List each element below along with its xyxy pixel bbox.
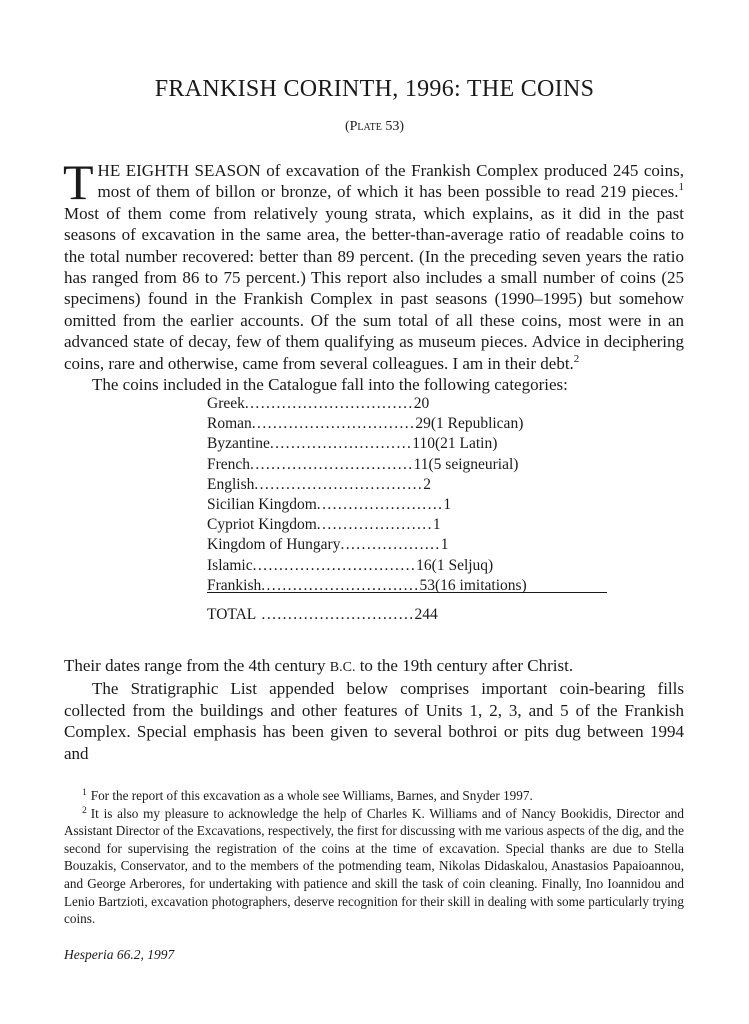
bc-abbrev: B.C. bbox=[329, 660, 356, 675]
row-count: 11 bbox=[413, 455, 429, 473]
row-count: 20 bbox=[413, 395, 430, 412]
row-leader: ............................... bbox=[250, 455, 414, 473]
footnote-text: For the report of this excavation as a whole see Williams, Barnes, and Snyder 1997. bbox=[90, 788, 533, 803]
catalogue-row bbox=[207, 556, 607, 576]
row-leader: ................................ bbox=[254, 475, 424, 493]
row-category: Byzantine bbox=[207, 435, 270, 453]
total-label: TOTAL bbox=[207, 606, 257, 623]
row-category: English bbox=[207, 475, 255, 493]
footnotes bbox=[64, 787, 684, 928]
dates-text-a: Their dates range from the 4th century bbox=[64, 656, 330, 675]
catalogue-row bbox=[207, 434, 607, 454]
row-note: (1 Seljuq) bbox=[431, 556, 494, 574]
footnote-number: 1 bbox=[82, 788, 87, 798]
row-count: 110 bbox=[412, 435, 435, 453]
footnote-number: 2 bbox=[82, 805, 87, 816]
row-leader: ...................... bbox=[316, 516, 433, 534]
catalogue-row bbox=[207, 515, 607, 535]
catalogue-table bbox=[207, 394, 607, 596]
catalogue-row bbox=[207, 535, 607, 555]
row-note: (1 Republican) bbox=[430, 415, 524, 433]
intro-text-2: Most of them come from relatively young strata, which explains, as it did in the past seasons of excavation in the same area, the better-than-average ratio of readable coins to the total number recovered: better than 89 percent. (In the preceding seven years the ratio has ranged from 86 to 75 percent.) This report also includes a small number of coins (25 specimens) found in the Frankish Complex in past seasons (1990–1995) but somehow omitted from the earlier accounts. Of the sum total of all these coins, most were in an advanced state of decay, few of them qualifying as museum pieces. Advice in deciphering coins, rare and otherwise, came from several colleagues. I am in their debt. bbox=[64, 203, 684, 373]
row-category: Roman bbox=[207, 415, 252, 433]
row-note: (21 Latin) bbox=[434, 435, 498, 453]
row-leader: ............................... bbox=[252, 556, 417, 574]
catalogue-row bbox=[207, 394, 607, 414]
lead-caps: HE EIGHTH SEASON bbox=[97, 161, 261, 180]
catalogue-row bbox=[207, 455, 607, 475]
footnote-ref-1[interactable]: 1 bbox=[678, 181, 684, 194]
row-category: French bbox=[207, 455, 251, 473]
journal-citation: Hesperia 66.2, 1997 bbox=[64, 947, 175, 962]
catalogue-row bbox=[207, 495, 607, 515]
row-leader: ........................ bbox=[316, 495, 444, 513]
catalogue-row bbox=[207, 475, 607, 495]
row-leader: ................................ bbox=[244, 395, 414, 412]
row-note: (5 seigneurial) bbox=[428, 455, 519, 473]
row-count: 1 bbox=[443, 495, 452, 513]
footnote-ref-2[interactable]: 2 bbox=[573, 352, 580, 365]
row-count: 16 bbox=[416, 556, 432, 574]
total-value: 244 bbox=[414, 606, 438, 623]
row-note: (16 imitations) bbox=[435, 576, 527, 594]
row-category: Greek bbox=[207, 395, 245, 412]
dates-paragraph bbox=[64, 655, 684, 764]
dates-text-b: to the 19th century after Christ. bbox=[355, 656, 574, 675]
row-category: Islamic bbox=[207, 556, 253, 574]
footnote-1 bbox=[64, 787, 684, 805]
footnote-2 bbox=[64, 805, 684, 928]
row-category: Kingdom of Hungary bbox=[207, 536, 341, 554]
row-count: 2 bbox=[423, 475, 431, 493]
total-rule bbox=[207, 592, 607, 593]
catalogue-intro: The coins included in the Catalogue fall into the following categories: bbox=[92, 375, 568, 395]
row-leader: ................... bbox=[340, 536, 441, 554]
row-count: 53 bbox=[419, 576, 435, 594]
total-leader: ............................. bbox=[256, 606, 415, 623]
plate-reference: (Plate 53) bbox=[344, 119, 405, 134]
article-title: FRANKISH CORINTH, 1996: THE COINS bbox=[154, 76, 595, 102]
total-row bbox=[207, 606, 438, 624]
row-category: Cypriot Kingdom bbox=[207, 516, 317, 534]
row-leader: ............................... bbox=[251, 415, 416, 433]
footnote-text: It is also my pleasure to acknowledge the help of Charles K. Williams and of Nancy Bookidis, Director and Assistant Director of the Excavations, respectively, the first for discussing with me various aspects of the dig, and the second for supervising the registration of the coins at the time of excavation. Special thanks are due to Stella Bouzakis, Conservator, and to the members of the potmending team, Nikolas Didaskalou, Anastasios Papaioannou, and George Arberores, for undertaking with patience and skill the task of coin cleaning. Finally, Ino Ioannidou and Lenio Bartzioti, excavation photographers, deserve recognition for their skill in dealing with some particularly trying coins. bbox=[64, 805, 684, 927]
catalogue-row bbox=[207, 414, 607, 434]
row-count: 1 bbox=[440, 536, 449, 554]
row-category: Frankish bbox=[207, 576, 262, 594]
row-count: 1 bbox=[432, 516, 441, 534]
intro-text-1: of excavation of the Frankish Complex produced 245 coins, most of them of billon or bronze, of which it has been possible to read 219 pieces. bbox=[97, 161, 685, 202]
row-count: 29 bbox=[415, 415, 431, 433]
row-leader: ........................... bbox=[269, 435, 413, 453]
intro-paragraph bbox=[63, 154, 685, 395]
row-category: Sicilian Kingdom bbox=[207, 495, 317, 513]
stratigraphic-paragraph: The Stratigraphic List appended below comprises important coin-bearing fills collected from the buildings and other features of Units 1, 2, 3, and 5 of the Frankish Complex. Special emphasis has been given to several bothroi or pits dug between 1994 and bbox=[64, 679, 684, 763]
row-leader: .............................. bbox=[261, 576, 420, 594]
drop-cap: T bbox=[63, 154, 94, 210]
